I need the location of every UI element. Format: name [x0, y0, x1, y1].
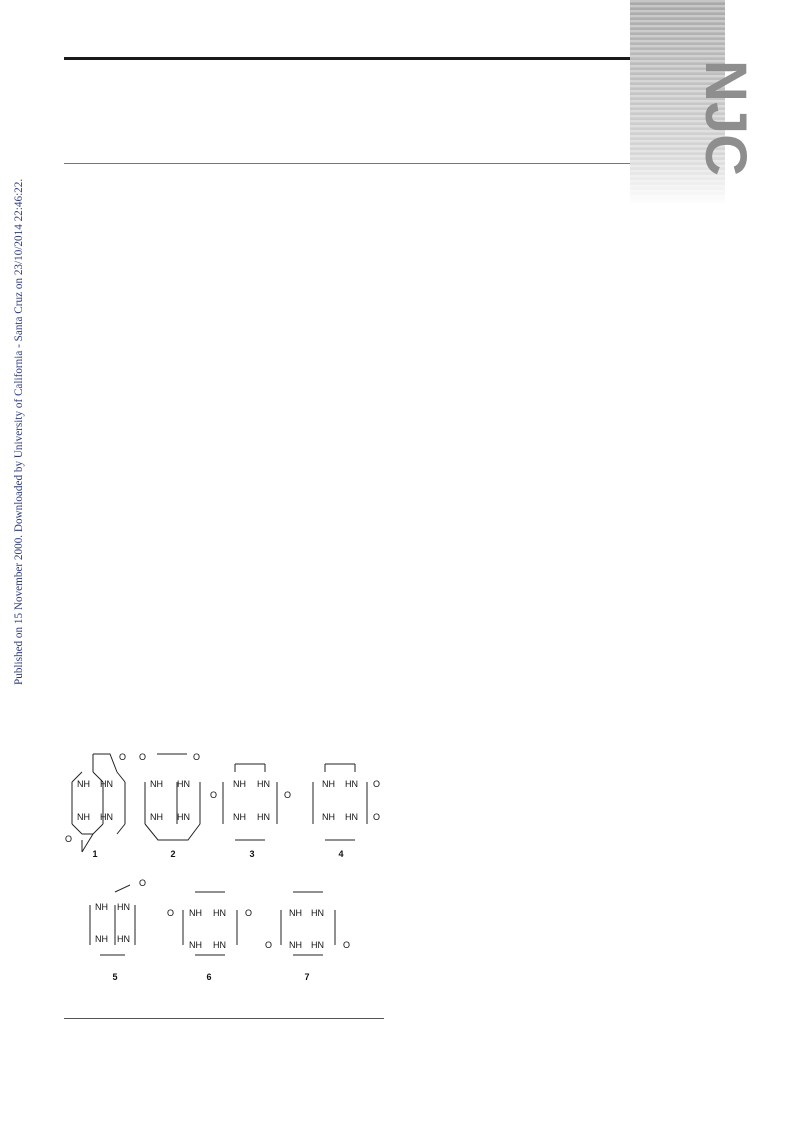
atom-label-hn: HN [345, 779, 358, 789]
published-download-note: Published on 15 November 2000. Downloaded by University of California - Santa Cruz on 23/10/2014 22:46:22. [13, 178, 25, 685]
atom-label-hn: HN [177, 812, 190, 822]
atom-label-nh: NH [322, 779, 335, 789]
atom-label-o: O [119, 752, 127, 762]
atom-label-o: O [65, 834, 73, 844]
atom-label-o: O [210, 790, 218, 800]
atom-label-o: O [343, 940, 351, 950]
atom-label-hn: HN [177, 779, 190, 789]
atom-label-nh: NH [77, 779, 90, 789]
atom-label-nh: NH [77, 812, 90, 822]
atom-label-o: O [265, 940, 273, 950]
compound-label-2: 2 [170, 849, 176, 859]
atom-label-o: O [139, 752, 147, 762]
compound-label-3: 3 [249, 849, 255, 859]
atom-label-hn: HN [213, 940, 226, 950]
atom-label-nh: NH [233, 812, 246, 822]
atom-label-nh: NH [95, 902, 108, 912]
atom-label-hn: HN [117, 902, 130, 912]
atom-label-o: O [193, 752, 201, 762]
header-rule [64, 57, 630, 60]
footnote-rule [64, 1018, 384, 1019]
atom-label-o: O [373, 812, 381, 822]
atom-label-nh: NH [233, 779, 246, 789]
atom-label-nh: NH [150, 779, 163, 789]
atom-label-hn: HN [257, 812, 270, 822]
logo-text: NJC [693, 59, 758, 177]
atom-label-nh: NH [289, 940, 302, 950]
atom-label-o: O [284, 790, 292, 800]
atom-label-o: O [245, 908, 253, 918]
atom-label-nh: NH [95, 934, 108, 944]
atom-label-o: O [167, 908, 175, 918]
compound-label-7: 7 [304, 972, 310, 982]
atom-label-nh: NH [322, 812, 335, 822]
atom-label-hn: HN [117, 934, 130, 944]
compound-label-4: 4 [338, 849, 344, 859]
atom-label-nh: NH [289, 908, 302, 918]
atom-label-hn: HN [257, 779, 270, 789]
compound-label-1: 1 [92, 849, 98, 859]
atom-label-hn: HN [311, 940, 324, 950]
atom-label-hn: HN [213, 908, 226, 918]
compound-label-5: 5 [112, 972, 118, 982]
atom-label-o: O [373, 779, 381, 789]
atom-label-hn: HN [345, 812, 358, 822]
atom-label-nh: NH [150, 812, 163, 822]
njc-logo [630, 0, 758, 205]
atom-label-hn: HN [311, 908, 324, 918]
atom-label-hn: HN [100, 812, 113, 822]
macrocycle-structures-figure [55, 740, 395, 990]
abstract-divider [64, 163, 630, 164]
atom-label-nh: NH [189, 940, 202, 950]
atom-label-hn: HN [100, 779, 113, 789]
atom-label-o: O [139, 878, 147, 888]
atom-label-nh: NH [189, 908, 202, 918]
compound-label-6: 6 [206, 972, 212, 982]
